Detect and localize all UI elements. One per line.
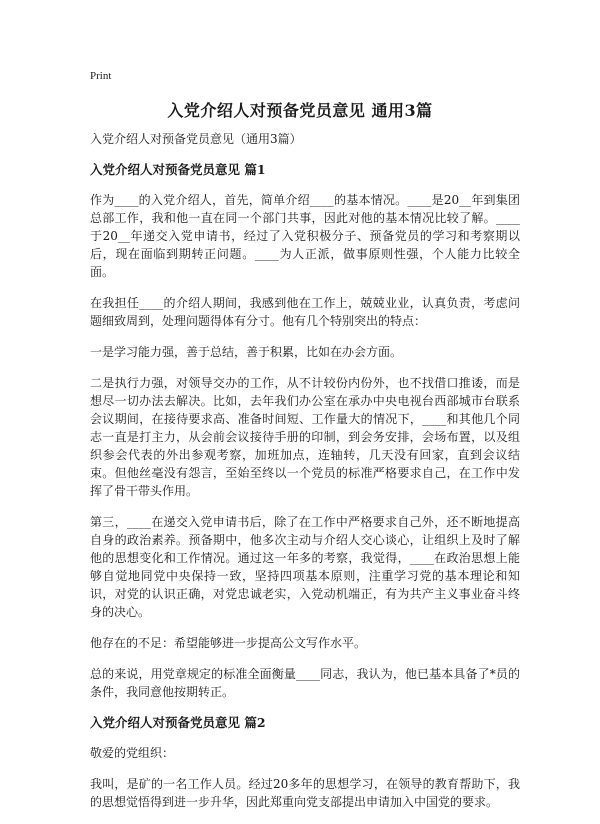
print-label: Print	[90, 70, 112, 82]
document-body	[90, 130, 520, 824]
page-title: 入党介绍人对预备党员意见 通用3篇	[167, 101, 433, 120]
paragraph: 我叫，是矿的一名工作人员。经过20多年的思想学习，在领导的教育帮助下，我的思想觉悟得到进一步升华，因此郑重向党支部提出申请加入中国党的要求。	[90, 777, 520, 809]
paragraph: 敬爱的党组织：	[90, 746, 175, 760]
paragraph: 作为____的入党介绍人，首先，简单介绍____的基本情况。____是20__年到集团总部工作，我和他一直在同一个部门共事，因此对他的基本情况比较了解。____于20__年递交入党申请书，经过了入党积极分子、预备党员的学习和考察期以后，现在面临到期转正问题。____为人正派，做事原则性强，个人能力比较全面。	[90, 193, 520, 279]
section-heading-1: 入党介绍人对预备党员意见 篇1	[90, 162, 266, 177]
paragraph: 他存在的不足：希望能够进一步提高公文写作水平。	[90, 636, 367, 650]
paragraph: 一是学习能力强，善于总结，善于积累，比如在办会方面。	[90, 345, 403, 359]
document-subtitle: 入党介绍人对预备党员意见（通用3篇）	[90, 132, 302, 146]
paragraph: 二是执行力强，对领导交办的工作，从不计较份内份外，也不找借口推诿，而是想尽一切办法去解决。比如，去年我们办公室在承办中央电视台西部城市台联系会议期间，在接待要求高、准备时间短、工作量大的情况下，____和其他几个同志一直是打主力，从会前会议接待手册的印制，到会务安排，会场布置，以及组织参会代表的外出参观考察，加班加点，连轴转，几天没有回家，直到会议结束。但他丝毫没有怨言，至始至终以一个党员的标准严格要求自己，在工作中发挥了骨干带头作用。	[90, 376, 520, 498]
paragraph: 在我担任____的介绍人期间，我感到他在工作上，兢兢业业，认真负责，考虑问题细致周到，处理问题得体有分寸。他有几个特别突出的特点：	[90, 296, 520, 328]
section-heading-2: 入党介绍人对预备党员意见 篇2	[90, 715, 266, 730]
paragraph: 总的来说，用党章规定的标准全面衡量____同志，我认为，他已基本具备了*员的条件，我同意他按期转正。	[90, 667, 520, 699]
paragraph: 第三，____在递交入党申请书后，除了在工作中严格要求自己外，还不断地提高自身的政治素养。预备期中，他多次主动与介绍人交心谈心，让组织上及时了解他的思想变化和工作情况。通过这一年多的考察，我觉得，____在政治思想上能够自觉地同党中央保持一致，坚持四项基本原则，注重学习党的基本理论和知识，对党的认识正确，对党忠诚老实，入党动机端正，有为共产主义事业奋斗终身的决心。	[90, 515, 520, 619]
